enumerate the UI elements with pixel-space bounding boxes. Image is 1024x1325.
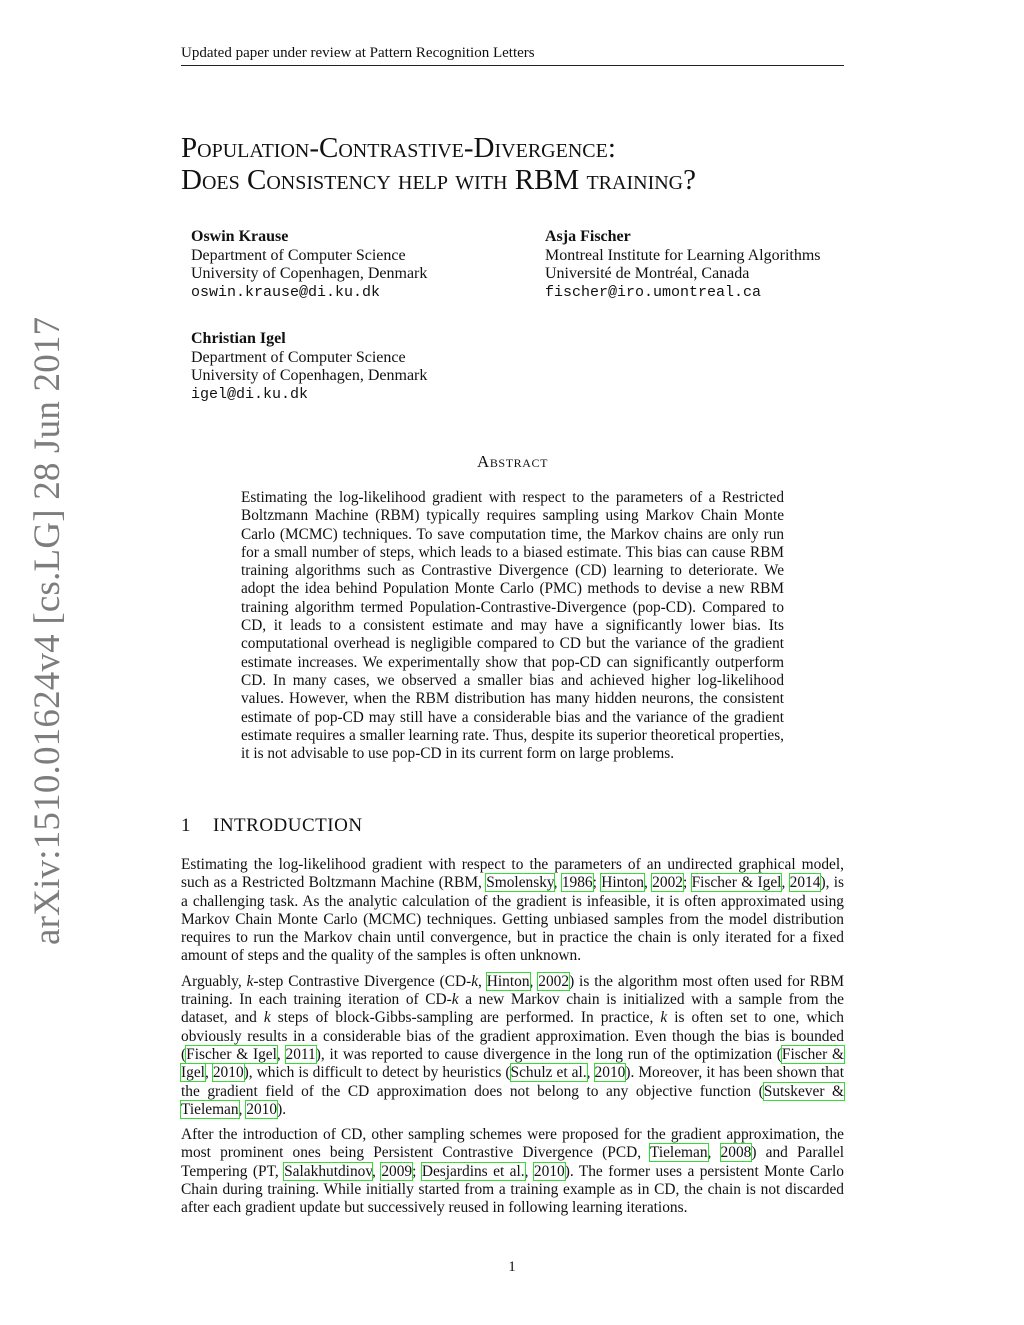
text-run: Estimating the log-likelihood gradient with respect to the parameters of an undirected graphical model, such as a Restricted Boltzmann Machine (RBM, [181,856,844,892]
text-run: ). The former uses a persistent Monte Carlo Chain during training. While initially started from a training example as in CD, the chain is not discarded after each gradient update but successively reused in following learning iterations. [181,1162,844,1217]
title-line-2 [181,164,881,196]
citation-link[interactable]: 2010 [212,1064,244,1082]
author-name: Oswin Krause [191,228,289,245]
author-name: Christian Igel [191,330,286,347]
title-acronym: RBM [514,164,580,196]
author-email[interactable]: oswin.krause@di.ku.dk [191,283,381,301]
citation-link[interactable]: 2010 [246,1100,278,1118]
citation-link[interactable]: 2009 [381,1162,413,1180]
text-run: , [238,1100,247,1118]
text-run: ), which is difficult to detect by heuristics ( [243,1064,511,1082]
citation-link[interactable]: 2002 [652,874,683,892]
text-run: , [707,1144,721,1162]
intro-paragraph-1 [181,856,844,966]
text-run: After the introduction of CD, other sampling schemes were proposed for the gradient approximation, the most prominent ones being Persistent Contrastive Divergence (PCD, [181,1126,844,1162]
arxiv-identifier: arXiv:1510.01624v4 [cs.LG] 28 Jun 2017 [27,316,68,945]
text-run: , [204,1064,213,1082]
author-institution: University of Copenhagen, Denmark [191,265,428,282]
text-run: , [643,874,653,892]
citation-link[interactable]: Hinton [601,874,644,892]
section-number: 1 [181,815,191,836]
author-institution: Université de Montréal, Canada [545,265,750,282]
citation-link[interactable]: 2008 [720,1144,752,1162]
citation-link[interactable]: 2010 [533,1162,565,1180]
text-run: is often set to one, which obviously results in a considerable bias of the gradient approximation. Even though the bias is bounded ( [181,1009,845,1063]
citation-link[interactable]: Hinton [486,972,530,990]
text-run: ; [592,874,602,892]
text-run: , [524,1162,534,1180]
citation-link[interactable]: Sutskever & Tieleman [181,1082,844,1118]
author-department: Department of Computer Science [191,348,406,366]
math-variable: k [451,991,459,1009]
abstract-heading: Abstract [476,452,549,471]
text-run: Arguably, [181,972,247,990]
text-run: ), it was reported to cause divergence in the long run of the optimization ( [315,1045,782,1063]
text-run: ) and Parallel Tempering (PT, [181,1144,844,1180]
author-institution: University of Copenhagen, Denmark [191,367,428,384]
text-run: a new Markov chain is initialized with a sample from the dataset, and [181,991,844,1027]
math-variable: k [471,972,479,990]
citation-link[interactable]: Fischer & Igel [186,1045,277,1063]
text-run: ), is a challenging task. As the analytic calculation of the gradient is infeasible, it is often approximated using Markov Chain Monte Carlo (MCMC) techniques. Getting unbiased samples from the model distribution requires to run the Markov chain until convergence, but in practice the chain is only iterated for a fixed amount of steps and the quality of the samples is often unknown. [181,874,845,965]
text-run: -step Contrastive Divergence (CD- [253,972,472,990]
author-department: Department of Computer Science [191,246,406,264]
text-run: , [372,1162,382,1180]
text-run: , [529,972,539,990]
citation-link[interactable]: Smolensky [486,874,554,892]
text-run: ). [277,1100,287,1118]
text-run: ) is the algorithm most often used for RBM training. In each training iteration of CD- [181,972,845,1009]
citation-link[interactable]: 2002 [538,972,570,990]
author-block-krause [191,228,427,302]
author-name: Asja Fischer [545,228,631,245]
citation-link[interactable]: 1986 [561,874,593,892]
intro-paragraph-2 [181,973,844,1119]
introduction-body [181,856,844,1225]
intro-paragraph-3 [181,1126,844,1217]
citation-link[interactable]: Fischer & Igel [691,874,782,892]
paper-title [181,132,881,196]
running-header: Updated paper under review at Pattern Recognition Letters [181,44,844,66]
citation-link[interactable]: Salakhutdinov [284,1162,373,1180]
author-department: Montreal Institute for Learning Algorithms [545,246,821,264]
text-run: , [478,972,487,990]
author-email[interactable]: igel@di.ku.dk [191,385,309,403]
citation-link[interactable]: 2011 [285,1045,316,1063]
author-block-igel [191,330,427,404]
text-run: , [781,874,790,892]
math-variable: k [660,1009,668,1027]
math-variable: k [246,972,254,990]
citation-link[interactable]: Schulz et al. [510,1064,587,1082]
title-line-2-end: training? [579,164,696,196]
citation-link[interactable]: 2014 [789,874,821,892]
citation-link[interactable]: Desjardins et al. [421,1162,525,1180]
math-variable: k [263,1009,271,1027]
text-run: ). Moreover, it has been shown that the gradient field of the CD approximation does not belong to any objective function ( [181,1064,844,1100]
author-email[interactable]: fischer@iro.umontreal.ca [545,283,762,301]
title-line-2-start: Does Consistency help with [181,164,515,196]
text-run: ; [682,874,692,892]
section-heading-introduction [181,815,363,837]
text-run: ; [412,1162,422,1180]
text-run: , [276,1045,286,1063]
section-title: INTRODUCTION [213,815,363,836]
text-run: steps of block-Gibbs-sampling are performed. In practice, [270,1009,661,1027]
text-run: , [586,1064,595,1082]
citation-link[interactable]: Fischer & Igel [181,1045,844,1082]
abstract-text: Estimating the log-likelihood gradient with respect to the parameters of a Restricted Boltzmann Machine (RBM) typically requires sampling using Markov Chain Monte Carlo (MCMC) techniques. To save computation time, the Markov chains are only run for a small number of steps, which leads to a biased estimate. This bias can cause RBM training algorithms such as Contrastive Divergence (CD) learning to deteriorate. We adopt the idea behind Population Monte Carlo (PMC) methods to devise a new RBM training algorithm termed Population-Contrastive-Divergence (pop-CD). Compared to CD, it leads to a consistent estimate and may have a significantly lower bias. Its computational overhead is negligible compared to CD but the variance of the gradient estimate increases. We experimentally show that pop-CD can significantly outperform CD. In many cases, we observed a smaller bias and achieved higher log-likelihood values. However, when the RBM distribution has many hidden neurons, the consistent estimate of pop-CD may still have a considerable bias and the variance of the gradient estimate requires a smaller learning rate. Thus, despite its superior theoretical properties, it is not advisable to use pop-CD in its current form on large problems. [241,489,784,763]
citation-link[interactable]: Tieleman [649,1144,708,1162]
page-number: 1 [508,1259,516,1275]
title-line-1: Population-Contrastive-Divergence: [181,132,616,164]
text-run: , [553,874,562,892]
author-block-fischer [545,228,821,302]
citation-link[interactable]: 2010 [594,1064,626,1082]
